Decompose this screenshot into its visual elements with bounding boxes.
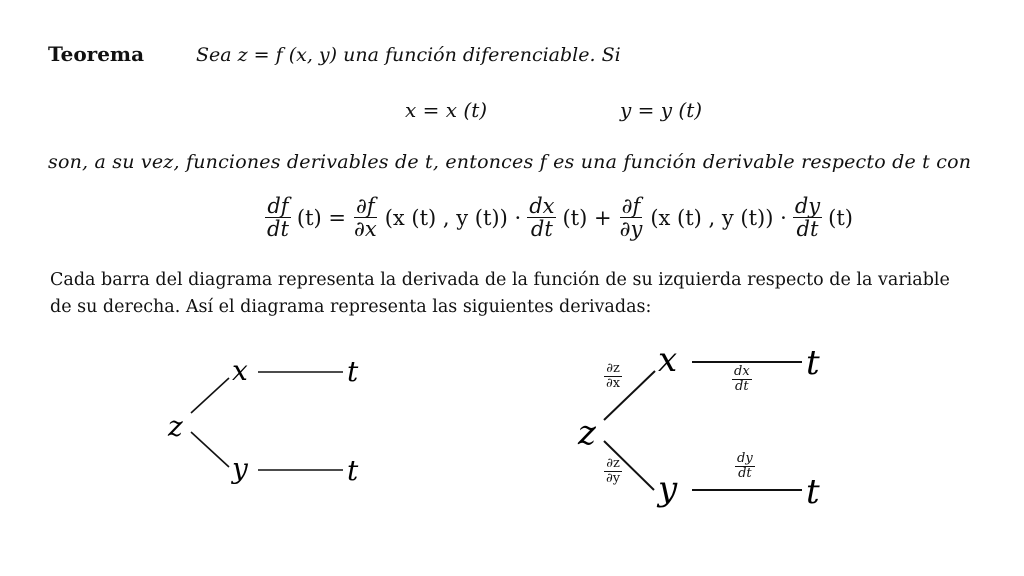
fraction-denominator: ∂x — [354, 217, 377, 242]
fraction-denominator: ∂y — [606, 471, 621, 487]
node-z: z — [578, 413, 596, 453]
formula-term: (x (t) , y (t)) · — [650, 206, 787, 231]
formula-term: (t) + — [562, 206, 612, 231]
label-dy-dt — [735, 452, 755, 482]
label-dz-dx — [604, 362, 622, 392]
fraction-denominator: ∂x — [606, 376, 621, 392]
fraction-denominator: dt — [530, 217, 553, 242]
node-z: z — [168, 410, 183, 443]
node-x: x — [232, 354, 248, 387]
node-x: x — [658, 340, 678, 380]
node-y: y — [658, 469, 678, 509]
fraction-numerator: ∂f — [356, 194, 375, 218]
definition-x: x = x (t) — [405, 98, 488, 122]
branch-z-y — [191, 432, 229, 467]
fraction-numerator: dx — [529, 194, 555, 218]
fraction-numerator: df — [267, 194, 289, 218]
theorem-intro: Sea z = f (x, y) una función diferenciable. Si — [196, 44, 621, 66]
fraction-numerator: ∂z — [606, 361, 620, 376]
tree-diagram-left — [167, 354, 359, 487]
branch-z-x — [191, 378, 229, 413]
node-t-bottom: t — [806, 472, 820, 512]
definition-y: y = y (t) — [620, 98, 703, 122]
formula-term: (t) — [828, 206, 853, 231]
node-t-bottom: t — [347, 454, 359, 487]
node-y: y — [232, 452, 248, 485]
label-dx-dt — [732, 365, 752, 395]
theorem-continuation: son, a su vez, funciones derivables de t, entonces f es una función derivable respecto de t con — [48, 151, 972, 173]
fraction-numerator: dx — [734, 364, 750, 379]
fraction-numerator: ∂f — [621, 194, 641, 218]
theorem-label: Teorema — [48, 42, 145, 66]
fraction-numerator: dy — [794, 194, 821, 218]
fraction-numerator: dy — [737, 451, 753, 466]
fraction-denominator: ∂y — [619, 217, 643, 242]
fraction-denominator: dt — [738, 466, 752, 482]
explanation-line-2: de su derecha. Así el diagrama representa las siguientes derivadas: — [50, 297, 652, 317]
fraction-denominator: dt — [267, 217, 289, 242]
node-t-top: t — [806, 343, 820, 383]
node-t-top: t — [347, 355, 359, 388]
fraction-denominator: dt — [796, 217, 819, 242]
formula-term: (t) = — [296, 206, 346, 231]
explanation-line-1: Cada barra del diagrama representa la derivada de la función de su izquierda respecto de la variable — [50, 270, 950, 290]
label-dz-dy — [604, 457, 622, 487]
fraction-denominator: dt — [735, 379, 749, 395]
fraction-numerator: ∂z — [606, 456, 620, 471]
formula-term: (x (t) , y (t)) · — [384, 206, 522, 231]
